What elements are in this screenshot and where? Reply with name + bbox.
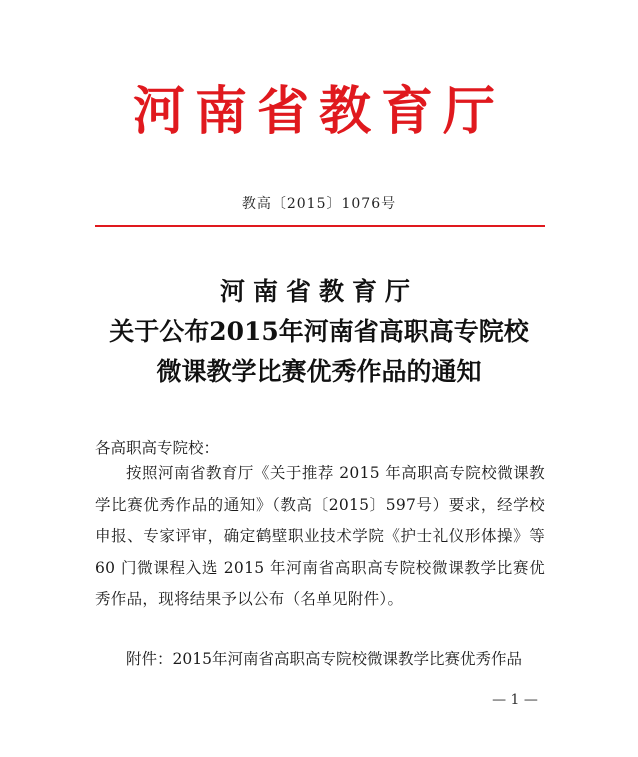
attachment-line: 附件：2015年河南省高职高专院校微课教学比赛优秀作品 [126, 650, 522, 668]
document-number: 教高〔2015〕1076号 [241, 196, 397, 212]
document-title [0, 272, 638, 392]
agency-header-title: 河南省教育厅 [132, 81, 505, 142]
salutation: 各高职高专院校： [95, 439, 220, 457]
header-red-divider [95, 225, 545, 227]
title-line-agency: 河南省教育厅 [219, 277, 418, 306]
title-line-notice: 微课教学比赛优秀作品的通知 [156, 357, 482, 386]
title-line-subject: 关于公布2015年河南省高职高专院校 [109, 317, 529, 346]
page-number: — 1 — [492, 692, 538, 708]
body-paragraph: 按照河南省教育厅《关于推荐 2015 年高职高专院校微课教学比赛优秀作品的通知》（教高〔2015〕597号）要求，经学校申报、专家评审，确定鹤壁职业技术学院《护士礼仪形体操》等 60 门微课程入选 2015 年河南省高职高专院校微课教学比赛优秀作品，现将结果予以公布（名单见附件）。 [95, 464, 545, 608]
